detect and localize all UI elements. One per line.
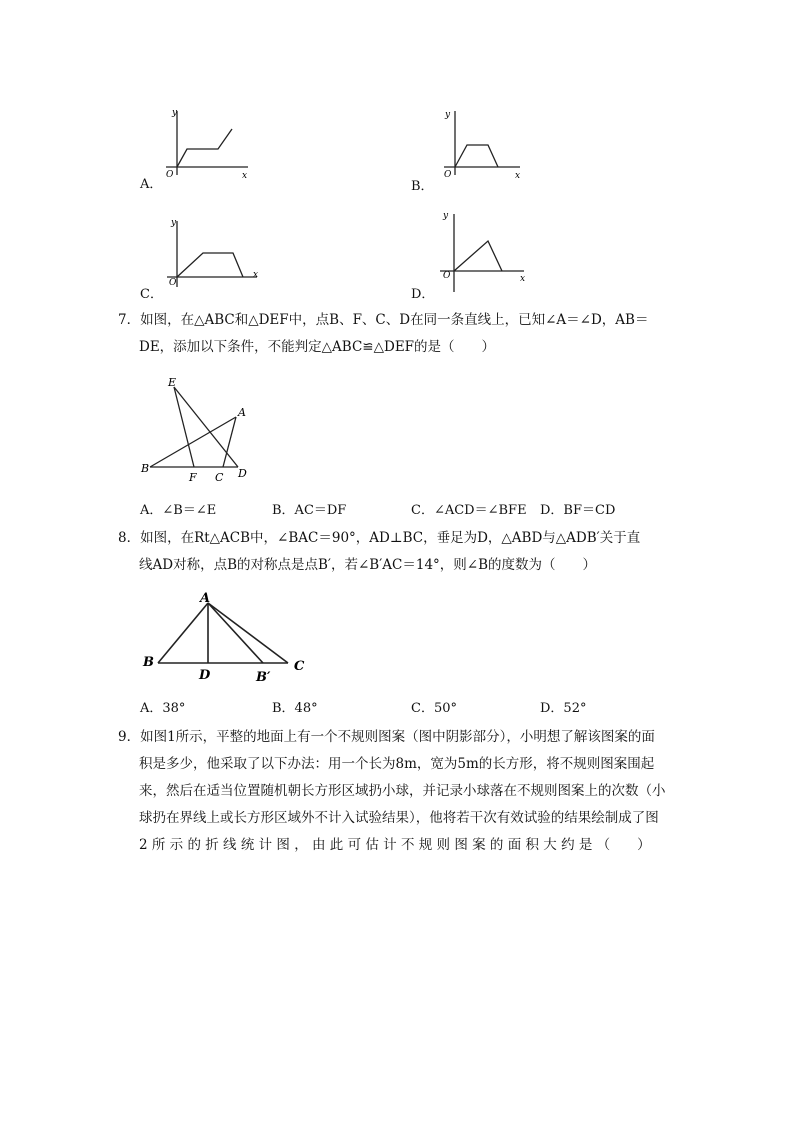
q8-option-b[interactable]: B．48° xyxy=(272,701,318,716)
graph-c-x-label: x xyxy=(253,270,259,280)
q7-point-e: E xyxy=(168,376,177,389)
q8-point-b-prime: B′ xyxy=(256,670,271,685)
q8-point-c: C xyxy=(294,659,305,674)
graph-d-curve xyxy=(454,241,502,271)
q7-figure xyxy=(138,372,258,487)
q7-point-a: A xyxy=(238,406,246,419)
graph-b-curve xyxy=(455,145,498,167)
graph-a-x-label: x xyxy=(242,171,248,181)
q7-point-c: C xyxy=(215,471,224,484)
graph-d xyxy=(434,206,534,296)
graph-c xyxy=(163,213,263,293)
graph-b-origin: O xyxy=(444,170,452,180)
q9-line-4: 球扔在界线上或长方形区域外不计入试验结果），他将若干次有效试验的结果绘制成了图 xyxy=(139,810,659,826)
q9-line-5: 2 所 示 的 折 线 统 计 图 ， 由 此 可 估 计 不 规 则 图 案 的 面 积 大 约 是 （ ） xyxy=(139,837,651,853)
graph-d-x-label: x xyxy=(520,274,526,284)
graph-b-label: B． xyxy=(411,179,434,194)
graph-d-y-label: y xyxy=(443,211,449,221)
q9-line-1: 9．如图1所示，平整的地面上有一个不规则图案（图中阴影部分），小明想了解该图案的面 xyxy=(118,729,655,745)
graph-a-origin: O xyxy=(166,170,174,180)
graph-b-y-label: y xyxy=(445,110,451,120)
q8-point-b: B xyxy=(143,655,154,670)
q8-figure xyxy=(138,586,318,686)
q8-option-c[interactable]: C．50° xyxy=(411,701,457,716)
q9-text xyxy=(118,724,678,859)
q9-line-2: 积是多少，他采取了以下办法：用一个长为8m，宽为5m的长方形，将不规则图案围起 xyxy=(139,756,655,772)
q8-option-d[interactable]: D．52° xyxy=(540,701,587,716)
q7-point-f: F xyxy=(189,471,197,484)
q7-point-d: D xyxy=(238,467,247,480)
q8-point-d: D xyxy=(199,668,211,683)
q7-option-b[interactable]: B．AC＝DF xyxy=(272,503,347,518)
graph-c-label: C． xyxy=(140,287,163,302)
graph-b-x-label: x xyxy=(515,171,521,181)
q8-option-a[interactable]: A．38° xyxy=(140,701,186,716)
q7-option-d[interactable]: D．BF＝CD xyxy=(540,503,616,518)
q7-line-1: 7．如图，在△ABC和△DEF中，点B、F、C、D在同一条直线上，已知∠A＝∠D，AB＝ xyxy=(118,312,649,328)
q8-point-a: A xyxy=(200,591,211,606)
graph-d-origin: O xyxy=(443,271,451,281)
graph-a-curve xyxy=(177,129,232,167)
graph-c-y-label: y xyxy=(171,218,177,228)
graph-c-origin: O xyxy=(169,278,177,288)
graph-b xyxy=(438,105,528,185)
q7-option-a[interactable]: A．∠B＝∠E xyxy=(140,503,217,518)
graph-a-label: A． xyxy=(140,177,163,192)
q8-text xyxy=(118,525,678,579)
graph-a xyxy=(160,105,260,185)
q7-line-2: DE，添加以下条件，不能判定△ABC≌△DEF的是（ ） xyxy=(139,339,496,355)
q9-line-3: 来，然后在适当位置随机朝长方形区域扔小球，并记录小球落在不规则图案上的次数（小 xyxy=(139,783,666,799)
q7-option-c[interactable]: C．∠ACD＝∠BFE xyxy=(411,503,527,518)
q8-line-2: 线AD对称，点B的对称点是点B′，若∠B′AC＝14°，则∠B的度数为（ ） xyxy=(139,557,597,573)
q7-point-b: B xyxy=(141,462,150,475)
graph-a-y-label: y xyxy=(172,108,178,118)
q7-text xyxy=(118,307,678,361)
graph-d-label: D． xyxy=(411,287,435,302)
q8-line-1: 8．如图，在Rt△ACB中，∠BAC＝90°，AD⊥BC，垂足为D，△ABD与△ADB′关于直 xyxy=(118,530,641,546)
graph-c-curve xyxy=(177,253,243,277)
